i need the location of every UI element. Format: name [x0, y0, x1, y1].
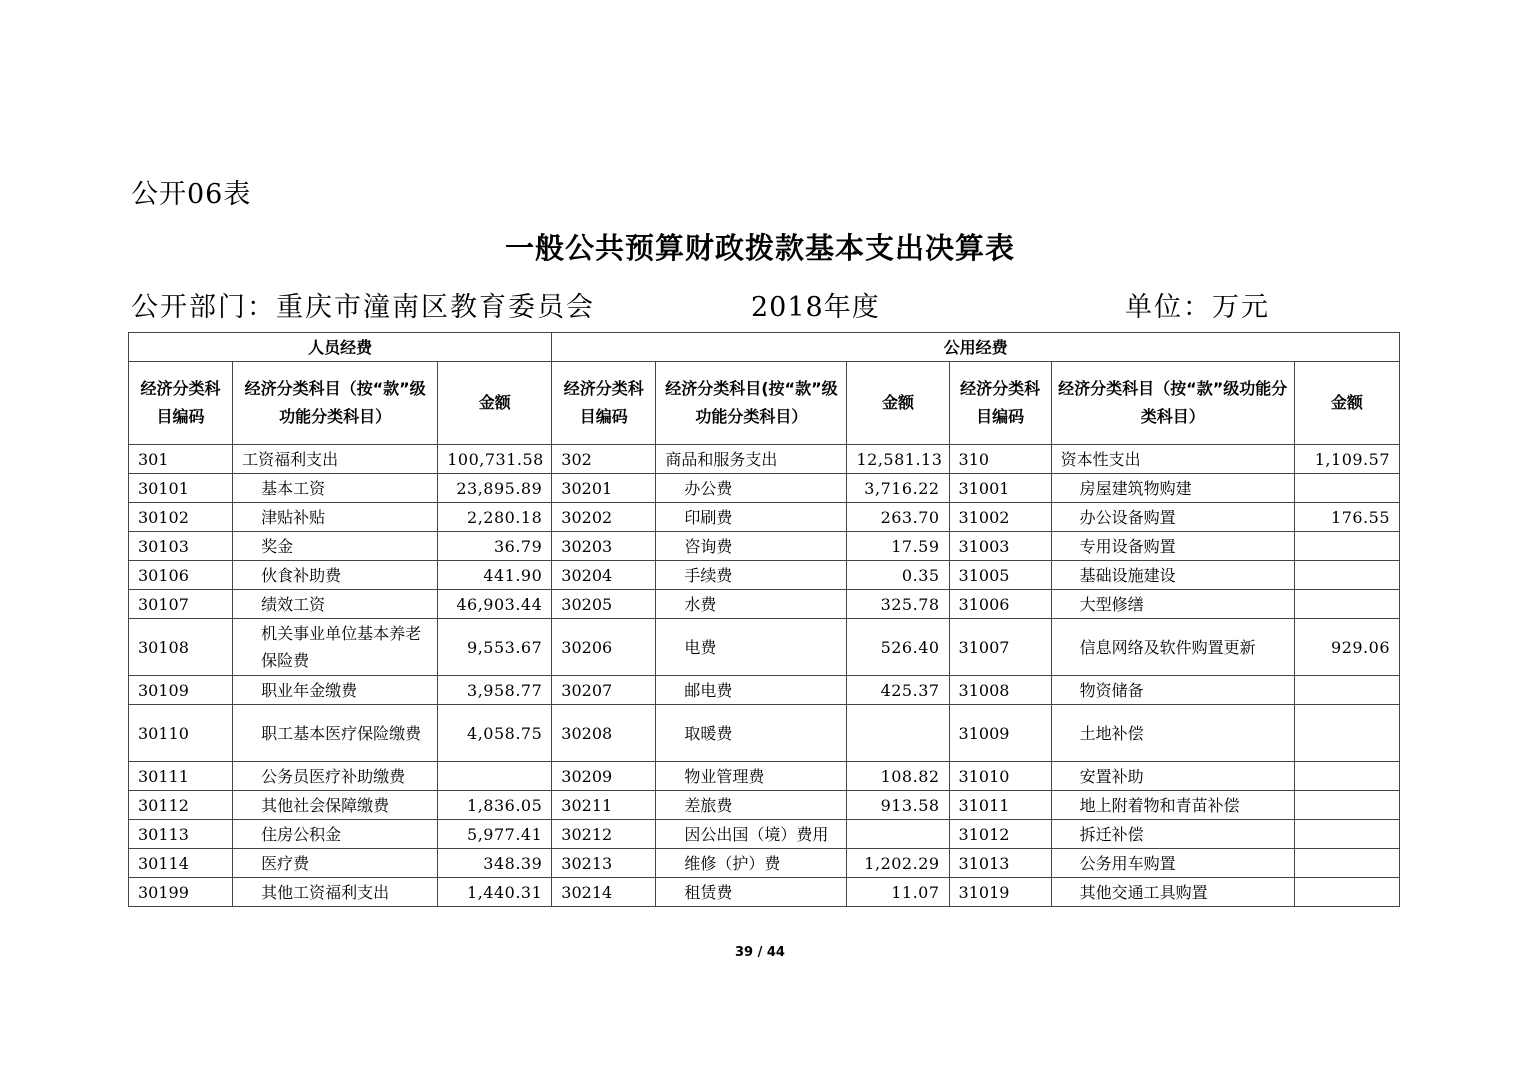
amount-cell: 1,440.31: [438, 878, 552, 907]
amount-cell: 46,903.44: [438, 590, 552, 619]
code-cell: 301: [129, 445, 233, 474]
header-subject-3: 经济分类科目（按“款”级功能分类科目）: [1051, 362, 1294, 445]
form-label: 公开06表: [131, 179, 252, 210]
amount-cell: 929.06: [1294, 619, 1399, 676]
code-cell: 30110: [129, 705, 233, 762]
subject-cell: 物资储备: [1051, 676, 1294, 705]
subject-cell: 其他交通工具购置: [1051, 878, 1294, 907]
amount-cell: 3,716.22: [847, 474, 949, 503]
amount-cell: [1294, 561, 1399, 590]
header-code-3: 经济分类科目编码: [949, 362, 1051, 445]
code-cell: 30203: [552, 532, 656, 561]
subject-cell: 差旅费: [656, 791, 847, 820]
code-cell: 31010: [949, 762, 1051, 791]
code-cell: 31002: [949, 503, 1051, 532]
subject-cell: 绩效工资: [233, 590, 438, 619]
subject-cell: 水费: [656, 590, 847, 619]
table-row: [129, 561, 1400, 590]
subject-cell: 职业年金缴费: [233, 676, 438, 705]
code-cell: 30201: [552, 474, 656, 503]
table-row: [129, 820, 1400, 849]
subject-cell: 取暖费: [656, 705, 847, 762]
amount-cell: [1294, 474, 1399, 503]
year-label: 2018年度: [751, 292, 880, 323]
amount-cell: [847, 705, 949, 762]
header-amount-3: 金额: [1294, 362, 1399, 445]
code-cell: 30109: [129, 676, 233, 705]
code-cell: 31009: [949, 705, 1051, 762]
amount-cell: 4,058.75: [438, 705, 552, 762]
amount-cell: [1294, 849, 1399, 878]
code-cell: 31012: [949, 820, 1051, 849]
budget-table: [128, 332, 1400, 907]
code-cell: 30106: [129, 561, 233, 590]
table-row: [129, 791, 1400, 820]
subject-cell: 公务用车购置: [1051, 849, 1294, 878]
code-cell: 30199: [129, 878, 233, 907]
table-row: [129, 445, 1400, 474]
amount-cell: 176.55: [1294, 503, 1399, 532]
amount-cell: [847, 820, 949, 849]
column-header-row: [129, 362, 1400, 445]
code-cell: 31019: [949, 878, 1051, 907]
amount-cell: 1,202.29: [847, 849, 949, 878]
subject-cell: 信息网络及软件购置更新: [1051, 619, 1294, 676]
subject-cell: 租赁费: [656, 878, 847, 907]
table-row: [129, 532, 1400, 561]
amount-cell: 2,280.18: [438, 503, 552, 532]
subject-cell: 拆迁补偿: [1051, 820, 1294, 849]
amount-cell: 11.07: [847, 878, 949, 907]
amount-cell: 5,977.41: [438, 820, 552, 849]
amount-cell: 108.82: [847, 762, 949, 791]
code-cell: 30209: [552, 762, 656, 791]
code-cell: 30207: [552, 676, 656, 705]
amount-cell: 23,895.89: [438, 474, 552, 503]
subject-cell: 办公费: [656, 474, 847, 503]
subject-cell: 房屋建筑物购建: [1051, 474, 1294, 503]
header-code-1: 经济分类科目编码: [129, 362, 233, 445]
amount-cell: 0.35: [847, 561, 949, 590]
amount-cell: 263.70: [847, 503, 949, 532]
amount-cell: 325.78: [847, 590, 949, 619]
amount-cell: 9,553.67: [438, 619, 552, 676]
code-cell: 30214: [552, 878, 656, 907]
subject-cell: 资本性支出: [1051, 445, 1294, 474]
subject-cell: 邮电费: [656, 676, 847, 705]
code-cell: 30211: [552, 791, 656, 820]
header-amount-2: 金额: [847, 362, 949, 445]
code-cell: 30107: [129, 590, 233, 619]
header-subject-2: 经济分类科目(按“款”级功能分类科目）: [656, 362, 847, 445]
subject-cell: 住房公积金: [233, 820, 438, 849]
subject-cell: 其他社会保障缴费: [233, 791, 438, 820]
header-amount-1: 金额: [438, 362, 552, 445]
code-cell: 30103: [129, 532, 233, 561]
code-cell: 310: [949, 445, 1051, 474]
group-personnel: 人员经费: [129, 333, 552, 362]
subject-cell: 手续费: [656, 561, 847, 590]
subject-cell: 津贴补贴: [233, 503, 438, 532]
table-row: [129, 676, 1400, 705]
code-cell: 30208: [552, 705, 656, 762]
table-row: [129, 849, 1400, 878]
table-row: [129, 619, 1400, 676]
amount-cell: 1,836.05: [438, 791, 552, 820]
subject-cell: 印刷费: [656, 503, 847, 532]
code-cell: 30205: [552, 590, 656, 619]
code-cell: 31001: [949, 474, 1051, 503]
amount-cell: [1294, 532, 1399, 561]
code-cell: 31008: [949, 676, 1051, 705]
subject-cell: 维修（护）费: [656, 849, 847, 878]
code-cell: 31005: [949, 561, 1051, 590]
code-cell: 30101: [129, 474, 233, 503]
header-code-2: 经济分类科目编码: [552, 362, 656, 445]
code-cell: 30102: [129, 503, 233, 532]
table-body: [129, 445, 1400, 907]
code-cell: 31003: [949, 532, 1051, 561]
subject-cell: 因公出国（境）费用: [656, 820, 847, 849]
subject-cell: 土地补偿: [1051, 705, 1294, 762]
amount-cell: 913.58: [847, 791, 949, 820]
subject-cell: 地上附着物和青苗补偿: [1051, 791, 1294, 820]
subject-cell: 基础设施建设: [1051, 561, 1294, 590]
table-row: [129, 590, 1400, 619]
amount-cell: 17.59: [847, 532, 949, 561]
code-cell: 30212: [552, 820, 656, 849]
group-header-row: [129, 333, 1400, 362]
subject-cell: 公务员医疗补助缴费: [233, 762, 438, 791]
amount-cell: [438, 762, 552, 791]
code-cell: 30213: [552, 849, 656, 878]
code-cell: 30206: [552, 619, 656, 676]
subject-cell: 安置补助: [1051, 762, 1294, 791]
subject-cell: 物业管理费: [656, 762, 847, 791]
amount-cell: 348.39: [438, 849, 552, 878]
subject-cell: 奖金: [233, 532, 438, 561]
code-cell: 30112: [129, 791, 233, 820]
amount-cell: 1,109.57: [1294, 445, 1399, 474]
page-number: 39 / 44: [735, 945, 785, 960]
code-cell: 31007: [949, 619, 1051, 676]
subject-cell: 电费: [656, 619, 847, 676]
amount-cell: 100,731.58: [438, 445, 552, 474]
subject-cell: 工资福利支出: [233, 445, 438, 474]
group-public: 公用经费: [552, 333, 1400, 362]
subject-cell: 专用设备购置: [1051, 532, 1294, 561]
subject-cell: 职工基本医疗保险缴费: [233, 705, 438, 762]
code-cell: 31006: [949, 590, 1051, 619]
amount-cell: 12,581.13: [847, 445, 949, 474]
amount-cell: [1294, 820, 1399, 849]
code-cell: 31013: [949, 849, 1051, 878]
subject-cell: 伙食补助费: [233, 561, 438, 590]
amount-cell: 3,958.77: [438, 676, 552, 705]
subject-cell: 其他工资福利支出: [233, 878, 438, 907]
table-row: [129, 878, 1400, 907]
code-cell: 302: [552, 445, 656, 474]
code-cell: 31011: [949, 791, 1051, 820]
header-subject-1: 经济分类科目（按“款”级功能分类科目）: [233, 362, 438, 445]
code-cell: 30113: [129, 820, 233, 849]
code-cell: 30111: [129, 762, 233, 791]
table-row: [129, 503, 1400, 532]
table-row: [129, 762, 1400, 791]
amount-cell: [1294, 676, 1399, 705]
code-cell: 30202: [552, 503, 656, 532]
amount-cell: [1294, 791, 1399, 820]
amount-cell: 36.79: [438, 532, 552, 561]
subject-cell: 大型修缮: [1051, 590, 1294, 619]
subject-cell: 办公设备购置: [1051, 503, 1294, 532]
amount-cell: 526.40: [847, 619, 949, 676]
subject-cell: 基本工资: [233, 474, 438, 503]
code-cell: 30114: [129, 849, 233, 878]
document-title: 一般公共预算财政拨款基本支出决算表: [504, 231, 1015, 265]
subject-cell: 商品和服务支出: [656, 445, 847, 474]
department-label: 公开部门：重庆市潼南区教育委员会: [131, 292, 595, 323]
table-row: [129, 474, 1400, 503]
unit-label: 单位：万元: [1125, 292, 1270, 323]
subject-cell: 机关事业单位基本养老保险费: [233, 619, 438, 676]
amount-cell: [1294, 878, 1399, 907]
table-row: [129, 705, 1400, 762]
amount-cell: 425.37: [847, 676, 949, 705]
amount-cell: 441.90: [438, 561, 552, 590]
code-cell: 30204: [552, 561, 656, 590]
subject-cell: 咨询费: [656, 532, 847, 561]
amount-cell: [1294, 762, 1399, 791]
amount-cell: [1294, 590, 1399, 619]
amount-cell: [1294, 705, 1399, 762]
code-cell: 30108: [129, 619, 233, 676]
subject-cell: 医疗费: [233, 849, 438, 878]
